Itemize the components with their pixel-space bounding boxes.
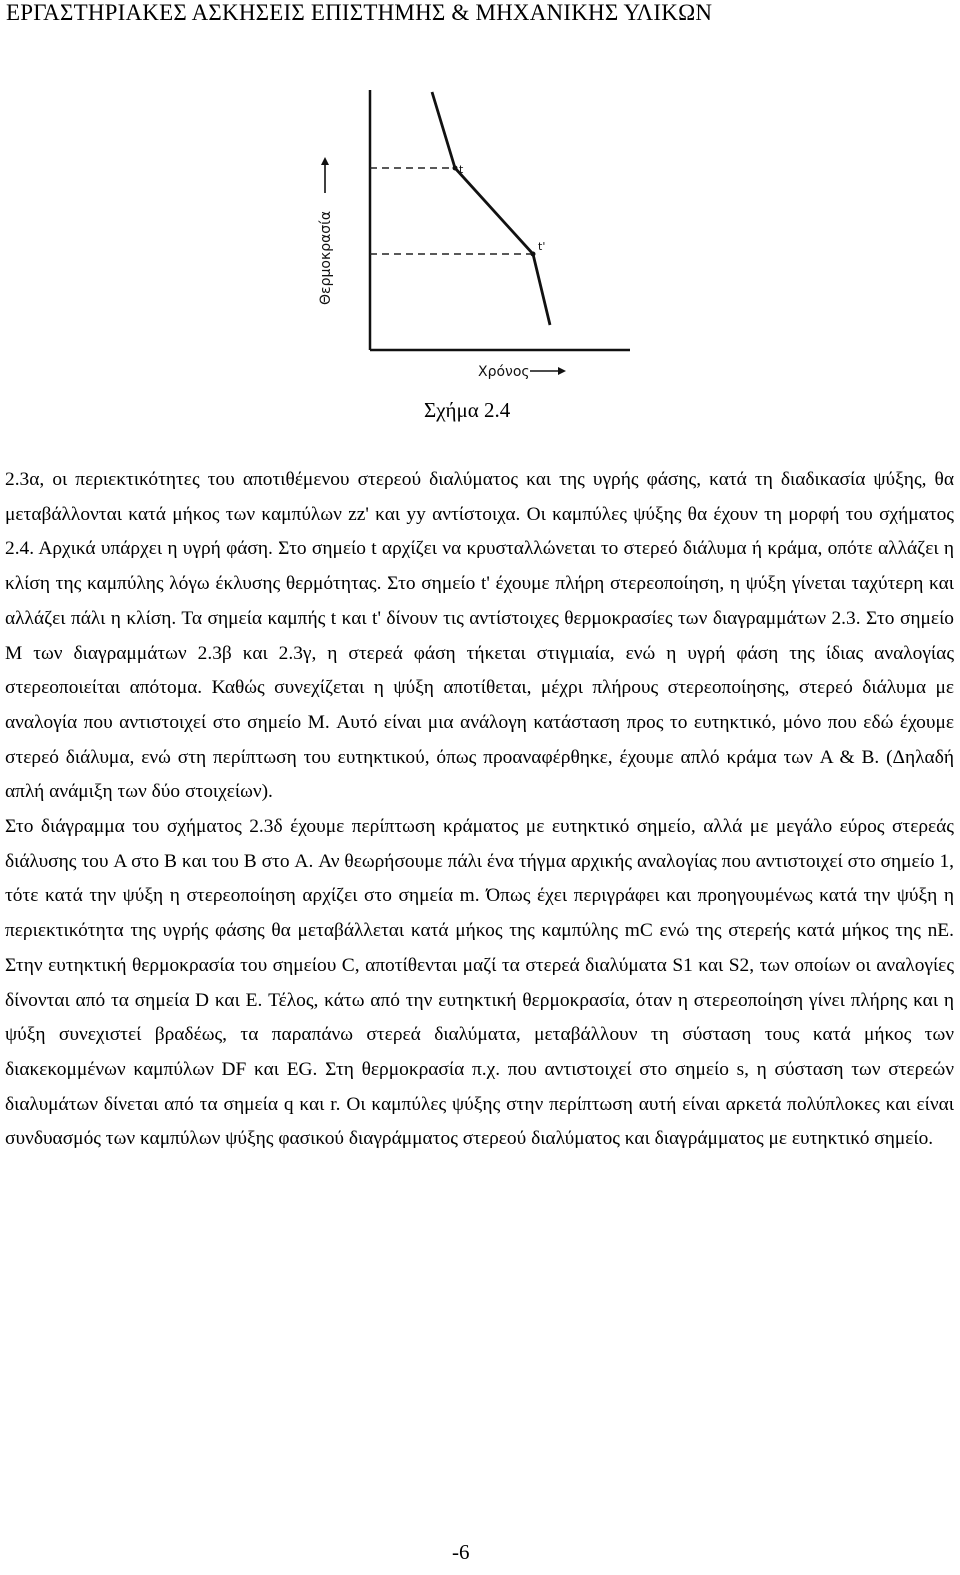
paragraph-2: Στο διάγραμμα του σχήματος 2.3δ έχουμε περίπτωση κράματος με ευτηκτικό σημείο, αλλά με μεγάλο εύρος στερεάς διάλυσης του A στο B και του B στο A. Αν θεωρήσουμε πάλι ένα τήγμα αρχικής αναλογίας που αντιστοιχεί στο σημείο 1, τότε κατά την ψύξη η στερεοποίηση αρχίζει στο σημεία m. Όπως έχει περιγράφει και προηγουμένως κατά την ψύξη η περιεκτικότητα της υγρής φάσης θα μεταβάλλεται κατά μήκος της καμπύλης mC ενώ της στερεής κατά μήκος της nE. Στην ευτηκτική θερμοκρασία του σημείου C, αποτίθενται μαζί τα στερεά διαλύματα S1 και S2, των οποίων οι αναλογίες δίνονται από τα σημεία D και E. Τέλος, κάτω από την ευτηκτική θερμοκρασία, όταν η στερεοποίηση γίνει πλήρης και η ψύξη συνεχιστεί βραδέως, τα παραπάνω στερεά διαλύματα, μεταβάλλουν τη σύσταση τους κατά μήκος των διακεκομμένων καμπύλων DF και EG. Στη θερμοκρασία π.χ. που αντιστοιχεί στο σημείο s, η σύσταση των στερεών διαλυμάτων δίνεται από τα σημεία q και r. Οι καμπύλες ψύξης στην περίπτωση αυτή είναι αρκετά πολύπλοκες και είναι συνδυασμός των καμπύλων ψύξης φασικού διαγράμματος στερεού διαλύματος και διαγράμματος με ευτηκτικό σημείο. — [5, 816, 954, 1150]
point-t-prime-marker — [531, 252, 536, 257]
paragraph-1: 2.3α, οι περιεκτικότητες του αποτιθέμενου στερεού διαλύματος και της υγρής φάσης, κατά τη διαδικασία ψύξης, θα μεταβάλλονται κατά μήκος των καμπύλων zz' και yy αντίστοιχα. Οι καμπύλες ψύξης θα έχουν τη μορφή του σχήματος 2.4. Αρχικά υπάρχει η υγρή φάση. Στο σημείο t αρχίζει να κρυσταλλώνεται το στερεό διάλυμα ή κράμα, οπότε αλλάζει η κλίση της καμπύλης λόγω έκλυσης θερμότητας. Στο σημείο t' έχουμε πλήρη στερεοποίηση, η ψύξη γίνεται ταχύτερη και αλλάζει πάλι η κλίση. Τα σημεία καμπής t και t' δίνουν τις αντίστοιχες θερμοκρασίες των διαγραμμάτων 2.3. Στο σημείο M των διαγραμμάτων 2.3β και 2.3γ, η στερεά φάση τήκεται στιγμιαία, ενώ η υγρή φάση της ίδιας αναλογίας στερεοποιείται απότομα. Καθώς συνεχίζεται η ψύξη αποτίθεται, μέχρι πλήρους στερεοποίησης, στερεό διάλυμα με αναλογία που αντιστοιχεί στο σημείο M. Αυτό είναι μια ανάλογη κατάσταση προς το ευτηκτικό, μόνο που εδώ έχουμε στερεό διάλυμα, ενώ στη περίπτωση του ευτηκτικού, όπως προαναφέρθηκε, έχουμε απλό κράμα των A & B. (Δηλαδή απλή ανάμιξη των δύο στοιχείων). — [5, 469, 954, 803]
body-text — [5, 463, 954, 1157]
x-axis-arrowhead — [558, 367, 566, 375]
page-number: -6 — [452, 1540, 470, 1564]
cooling-curve-figure — [290, 80, 650, 385]
x-axis-label: Χρόνος — [478, 364, 530, 380]
cooling-curve-diagram — [290, 80, 650, 385]
cooling-curve — [432, 92, 550, 325]
point-t-marker — [453, 166, 458, 171]
y-axis-arrowhead — [321, 157, 329, 165]
point-t-prime-label: t' — [538, 240, 546, 253]
point-t-label: t — [459, 163, 464, 176]
y-axis-label: Θερμοκρασία — [318, 210, 334, 305]
figure-caption: Σχήμα 2.4 — [424, 398, 511, 422]
page-header: ΕΡΓΑΣΤΗΡΙΑΚΕΣ ΑΣΚΗΣΕΙΣ ΕΠΙΣΤΗΜΗΣ & ΜΗΧΑΝΙΚΗΣ ΥΛΙΚΩΝ — [6, 0, 713, 25]
